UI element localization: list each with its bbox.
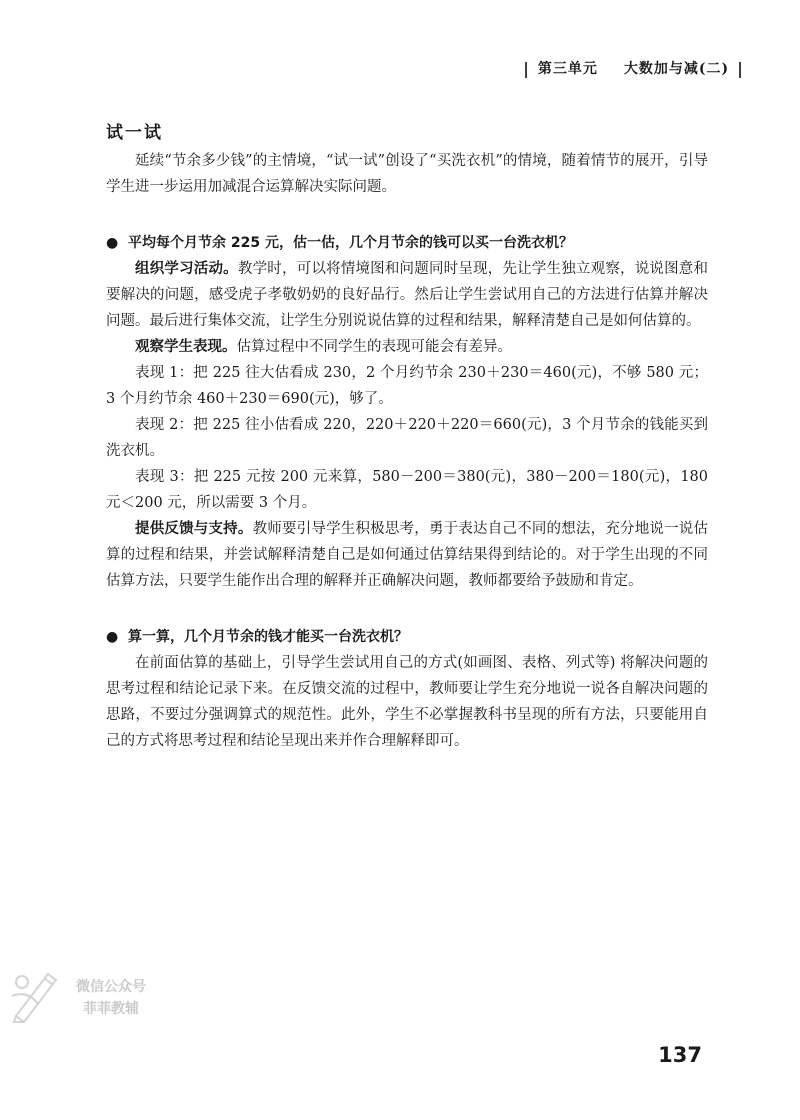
watermark-line-2: 菲菲教辅 [83, 1001, 139, 1017]
feedback-lead: 提供反馈与支持。 [135, 521, 253, 537]
bullet-question-2 [106, 624, 708, 650]
header-unit: 第三单元 [537, 61, 598, 77]
page-number: 137 [658, 1043, 702, 1067]
bullet-question-1 [106, 230, 708, 256]
organize-text: 教学时，可以将情境图和问题同时呈现，先让学生独立观察，说说图意和要解决的问题，感受虎子孝敬奶奶的良好品行。然后让学生尝试用自己的方法进行估算并解决问题。最后进行集体交流，让学生分别说说估算的过程和结果，解释清楚自己是如何估算的。 [106, 261, 709, 329]
observe-lead: 观察学生表现。 [135, 339, 237, 355]
intro-paragraph: 延续“节余多少钱”的主情境，“试一试”创设了“买洗衣机”的情境，随着情节的展开，引导学生进一步运用加减混合运算解决实际问题。 [106, 153, 708, 195]
header-title: 大数加与减(二) [623, 61, 730, 77]
bullet-question-2-text: 算一算，几个月节余的钱才能买一台洗衣机？ [128, 629, 408, 645]
watermark [8, 958, 158, 1028]
section-title: 试一试 [106, 123, 163, 143]
pencil-watermark-icon [8, 964, 64, 1024]
watermark-line-1: 微信公众号 [76, 979, 146, 995]
feedback-text: 教师要引导学生积极思考，勇于表达自己不同的想法，充分地说一说估算的过程和结果，并尝试解释清楚自己是如何通过估算结果得到结论的。对于学生出现的不同估算方法，只要学生能作出合理的解释并正确解决问题，教师都要给予鼓励和肯定。 [106, 521, 708, 589]
performance-3: 表现 3：把 225 元按 200 元来算，580－200＝380(元)，380－200＝180(元)，180 元＜200 元，所以需要 3 个月。 [106, 469, 708, 511]
header-divider-right: | [737, 58, 744, 78]
bullet-question-1-text: 平均每个月节余 225 元，估一估，几个月节余的钱可以买一台洗衣机？ [128, 235, 573, 251]
header-divider-left: | [523, 58, 530, 78]
watermark-text [66, 976, 156, 1020]
organize-paragraph [106, 256, 708, 334]
performance-2: 表现 2：把 225 往小估看成 220，220＋220＋220＝660(元)，3 个月节余的钱能买到洗衣机。 [106, 417, 708, 459]
feedback-paragraph [106, 516, 708, 594]
organize-lead: 组织学习活动。 [135, 261, 238, 277]
bullet-dot-icon: ● [106, 235, 119, 251]
bullet-dot-icon: ● [106, 629, 119, 645]
final-paragraph: 在前面估算的基础上，引导学生尝试用自己的方式(如画图、表格、列式等) 将解决问题的思考过程和结论记录下来。在反馈交流的过程中，教师要让学生充分地说一说各自解决问题的思路，不要过分强调算式的规范性。此外，学生不必掌握教科书呈现的所有方法，只要能用自己的方式将思考过程和结论呈现出来并作合理解释即可。 [106, 655, 708, 749]
running-header [523, 58, 744, 78]
observe-text: 估算过程中不同学生的表现可能会有差异。 [236, 339, 512, 355]
main-content [106, 148, 708, 754]
performance-1: 表现 1：把 225 往大估看成 230，2 个月约节余 230＋230＝460(元)，不够 580 元；3 个月约节余 460＋230＝690(元)，够了。 [106, 365, 708, 407]
observe-paragraph [106, 334, 708, 360]
